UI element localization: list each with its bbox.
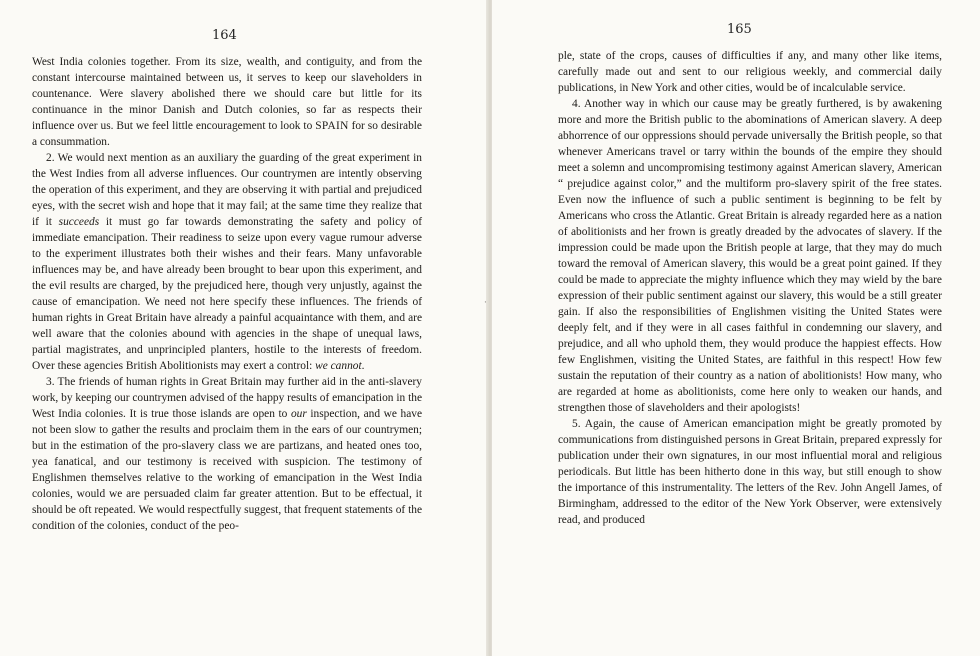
- page-number-left: 164: [212, 28, 237, 43]
- paragraph: 4. Another way in which our cause may be greatly furthered, is by awakening more and more the British public to the abominations of American slavery. A deep abhorrence of our oppressions should pervade universally the British people, so that whenever Americans travel or tarry within the bounds of the empire they should meet a solemn and uncompromising testimony against American slavery, American “ prejudice against color,” and the multiform pro-slavery spirit of the free states. Even now the influence of such a public sentiment is beginning to be felt by Americans who cross the Atlantic. Great Britain is already regarded here as a nation of abolitionists and her frown is greatly dreaded by the advocates of slavery. If the impression could be made upon the British people at large, that they may do much toward the removal of American slavery, this would be a great point gained. If they could be made to appreciate the mighty influence which they may wield by the bare expression of their public sentiment against our slavery, this would be a still greater gain. If also the responsibilities of Englishmen visiting the United States were deeply felt, and if they were in all cases faithful in condemning our slavery, and prejudice, and all who uphold them, they would produce the happiest effects. How few Englishmen, visiting the United States, are faithful in this respect! How few sustain the reputation of their country as a nation of abolitionists! How many, who are regarded at home as abolitionists, come here only to weaken our hands, and strengthen those of slaveholders and their apologists!: [558, 98, 942, 414]
- gutter-speck: ·: [484, 298, 487, 308]
- right-page-text: [558, 48, 942, 528]
- paragraph: ple, state of the crops, causes of difficulties if any, and many other like items, carefully made out and sent to our religious weekly, and commercial daily publications, in New York and other cities, would be of incalculable service.: [558, 50, 942, 94]
- paragraph: 2. We would next mention as an auxiliary the guarding of the great experiment in the West Indies from all adverse influences. Our countrymen are intently observing the operation of this experiment, and they are observing it with partial and prejudiced eyes, with the secret wish and hope that it may fail; at the same time they realize that if it succeeds it must go far towards demonstrating the safety and policy of immediate emancipation. Their readiness to seize upon every vague rumour adverse to the experiment illustrates both their wishes and their fears. Many unfavorable influences may be, and have already been brought to bear upon this experiment, and the evil results are charged, by the prejudiced here, though very unjustly, against the cause of emancipation. We need not here specify these influences. The friends of human rights in Great Britain have already a painful acquaintance with them, and are well aware that the colonies abound with agencies in the shape of unequal laws, partial magistrates, and unprincipled planters, hostile to the interests of freedom. Over these agencies British Abolitionists may exert a control: we cannot.: [32, 152, 422, 372]
- paragraph: West India colonies together. From its size, wealth, and contiguity, and from the constant intercourse maintained between us, it serves to keep our slaveholders in countenance. Were slavery abolished there we should care but little for its continuance in the minor Danish and Dutch colonies, so far as respects their influence over us. But we feel little encouragement to look to SPAIN for so desirable a consummation.: [32, 56, 422, 148]
- left-page: [0, 0, 488, 656]
- paragraph: 5. Again, the cause of American emancipation might be greatly promoted by communications from distinguished persons in Great Britain, prepared expressly for publication under their own signatures, in our most influential moral and religious periodicals. But little has been hitherto done in this way, but still enough to show the importance of this instrumentality. The letters of the Rev. John Angell James, of Birmingham, addressed to the editor of the New York Observer, were extensively read, and produced: [558, 418, 942, 526]
- right-page: [492, 0, 980, 656]
- paragraph: 3. The friends of human rights in Great Britain may further aid in the anti-slavery work, by keeping our countrymen advised of the happy results of emancipation in the West India colonies. It is true those islands are open to our inspection, and we have not been slow to gather the results and proclaim them in the ears of our countrymen; but in the estimation of the pro-slavery class we are partizans, and heated ones too, yea fanatical, and our testimony is received with suspicion. The testimony of Englishmen themselves relative to the working of emancipation in the West India colonies, would we are persuaded claim far greater attention. But to be effectual, it should be oft repeated. We would respectfully suggest, that frequent statements of the condition of the colonies, conduct of the peo-: [32, 376, 422, 532]
- page-number-right: 165: [727, 22, 752, 37]
- left-page-text: [32, 54, 422, 534]
